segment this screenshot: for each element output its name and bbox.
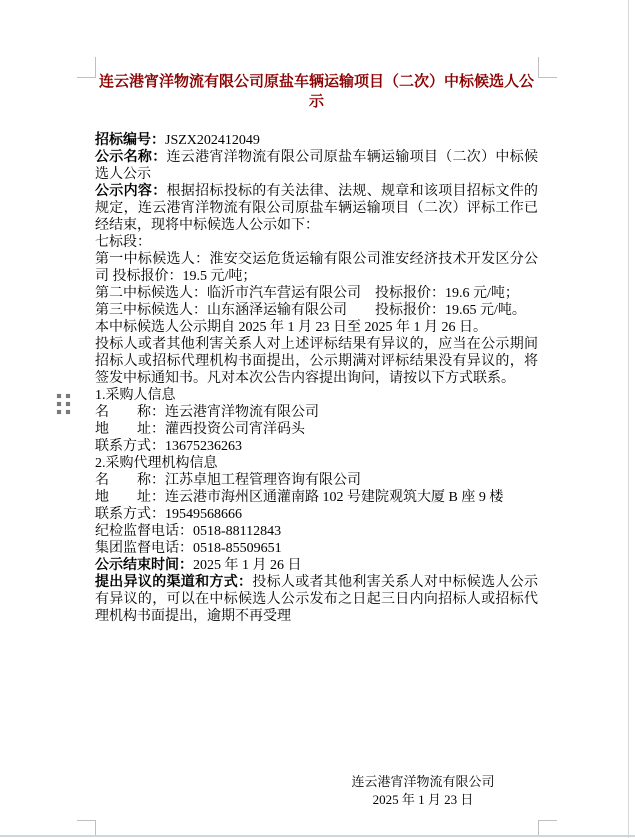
agency-heading: 2.采购代理机构信息 [95, 456, 218, 471]
objection-channel-label: 提出异议的渠道和方式： [95, 575, 253, 590]
agency-discipline-phone: 纪检监督电话：0518-88112843 [95, 524, 282, 539]
signature-block [348, 773, 498, 809]
bid-number-value: JSZX202412049 [165, 133, 260, 148]
candidate-first: 第一中标候选人：淮安交运危货运输有限公司淮安经济技术开发区分公司 投标报价：19.5 元/吨； [95, 252, 538, 284]
signature-date: 2025 年 1 月 23 日 [372, 792, 474, 807]
objection-note-paragraph: 投标人或者其他利害关系人对上述评标结果有异议的，应当在公示期间招标人或招标代理机构书面提出，公示期满对评标结果没有异议的，将签发中标通知书。凡对本次公告内容提出询问，请按以下方式联系。 [95, 337, 538, 386]
objection-channel-value: 投标人或者其他利害关系人对中标候选人公示有异议的，可以在中标候选人公示发布之日起三日内向招标人或招标代理机构书面提出，逾期不再受理 [95, 575, 539, 624]
notice-name-line [95, 149, 538, 183]
publicity-period-line: 本中标候选人公示期自 2025 年 1 月 23 日至 2025 年 1 月 26 日。 [95, 320, 487, 335]
candidate-second: 第二中标候选人：临沂市汽车营运有限公司 投标报价：19.6 元/吨； [95, 286, 519, 301]
dot [66, 410, 70, 414]
margin-crop-mark-top-left [77, 57, 96, 78]
purchaser-name: 名 称：连云港宵洋物流有限公司 [95, 405, 319, 420]
notice-name-label: 公示名称： [95, 150, 167, 165]
agency-group-phone: 集团监督电话：0518-85509651 [95, 541, 282, 556]
dot [57, 402, 61, 406]
page-right-edge [628, 0, 629, 838]
page-bottom-edge [0, 835, 635, 837]
document-content [95, 70, 539, 807]
agency-contact: 联系方式：19549568666 [95, 507, 242, 522]
dot [66, 402, 70, 406]
notice-name-value: 连云港宵洋物流有限公司原盐车辆运输项目（二次）中标候选人公示 [95, 150, 538, 182]
agency-address: 地 址：连云港市海州区通灌南路 102 号建院观筑大厦 B 座 9 楼 [95, 490, 504, 505]
notice-content-value: 根据招标投标的有关法律、法规、规章和该项目招标文件的规定，连云港宵洋物流有限公司原盐车辆运输项目（二次）评标工作已经结束，现将中标候选人公示如下： [95, 184, 538, 233]
purchaser-heading: 1.采购人信息 [95, 388, 176, 403]
margin-crop-mark-top-right [538, 57, 557, 78]
dot [57, 410, 61, 414]
agency-name: 名 称：江苏卓旭工程管理咨询有限公司 [95, 473, 361, 488]
signature-company: 连云港宵洋物流有限公司 [351, 774, 495, 789]
notice-content-label: 公示内容： [95, 184, 167, 199]
bid-number-line [95, 132, 538, 149]
end-time-line [95, 557, 538, 574]
dot [57, 394, 61, 398]
end-time-label: 公示结束时间： [95, 558, 193, 573]
purchaser-address: 地 址：灌西投资公司宵洋码头 [95, 422, 305, 437]
dot [66, 394, 70, 398]
document-title: 连云港宵洋物流有限公司原盐车辆运输项目（二次）中标候选人公示 [98, 74, 534, 110]
section-heading: 七标段： [95, 235, 151, 250]
purchaser-contact: 联系方式：13675236263 [95, 439, 242, 454]
notice-content-paragraph [95, 183, 538, 234]
drag-handle-dots-icon[interactable] [57, 394, 70, 414]
candidate-third: 第三中标候选人：山东涵泽运输有限公司 投标报价：19.65 元/吨。 [95, 303, 526, 318]
end-time-value: 2025 年 1 月 26 日 [193, 558, 302, 573]
bid-number-label: 招标编号： [95, 133, 165, 148]
objection-channel-paragraph [95, 574, 538, 625]
